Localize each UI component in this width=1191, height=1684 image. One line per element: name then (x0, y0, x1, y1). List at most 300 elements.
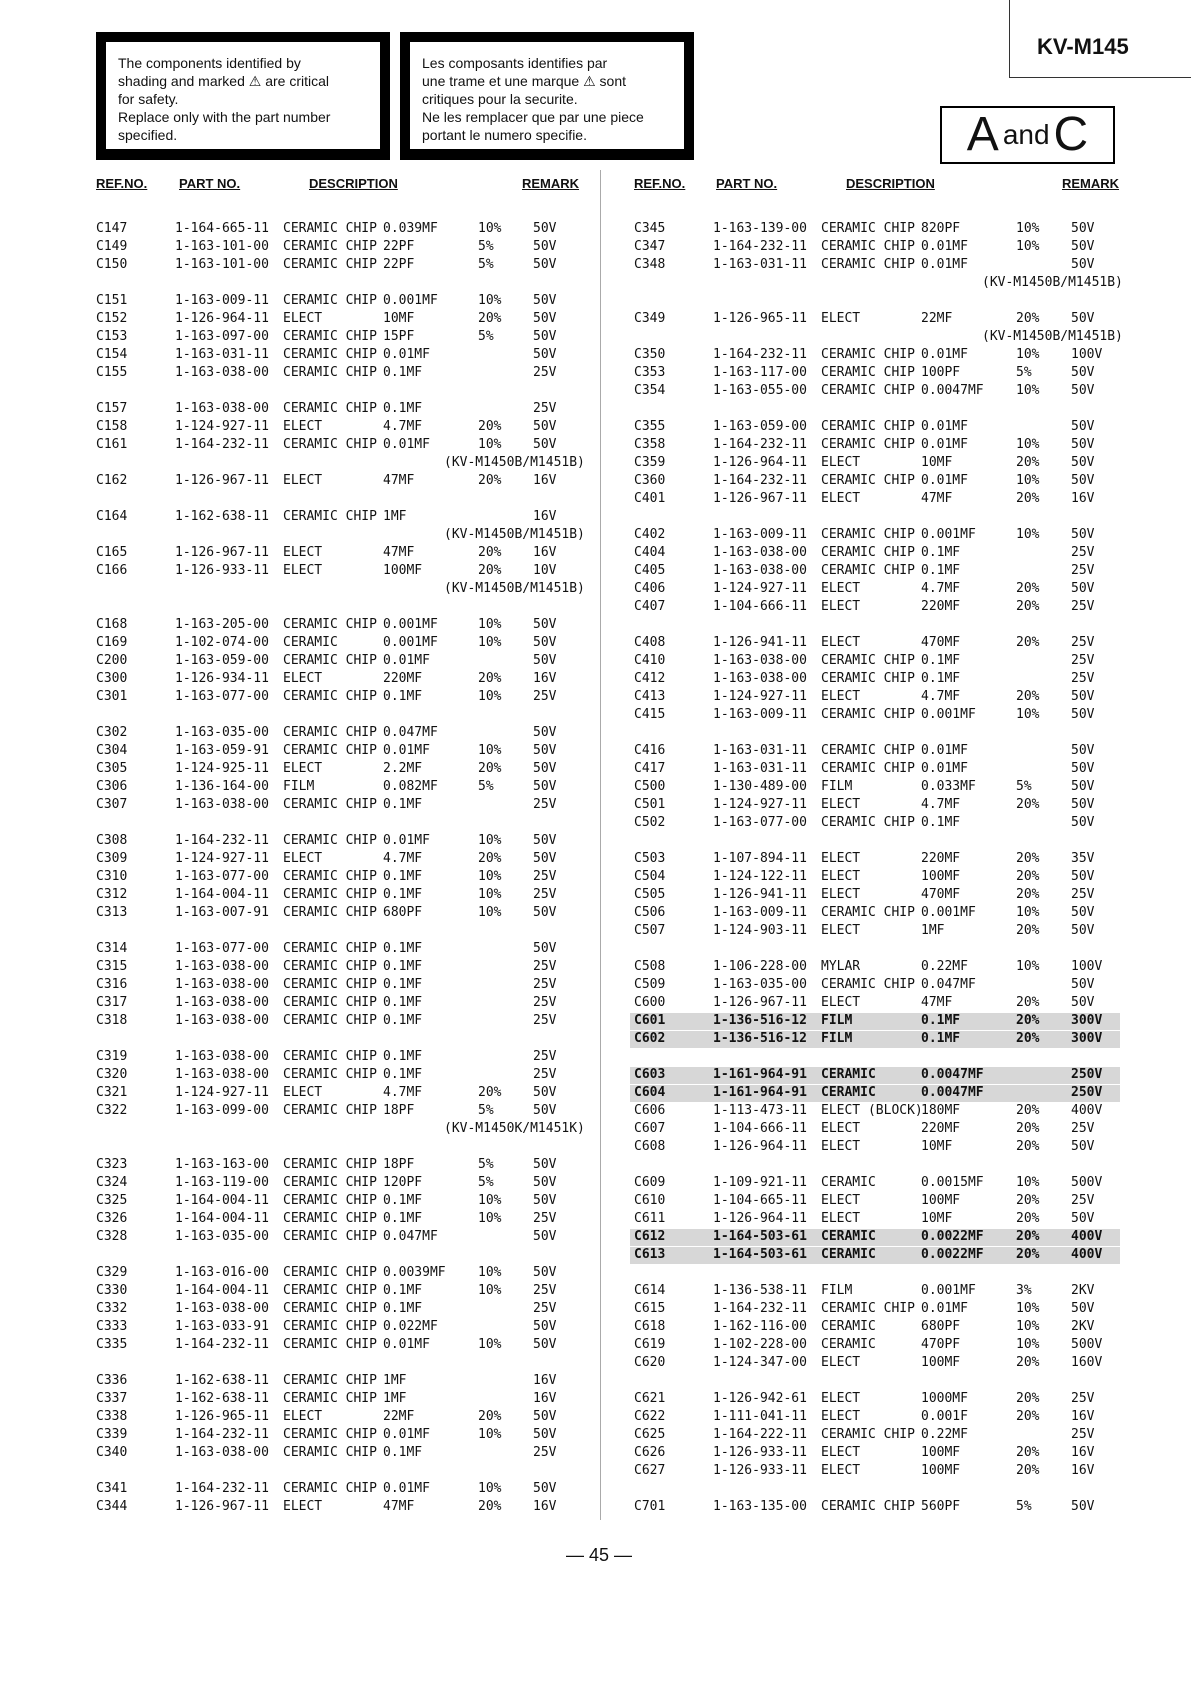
cell-part: 1-163-038-00 (175, 959, 269, 974)
notice-line: portant le numero specifie. (422, 127, 587, 143)
cell-part: 1-163-077-00 (175, 941, 269, 956)
cell-v: 50V (533, 761, 557, 776)
cell-v: 50V (533, 635, 557, 650)
cell-ref: C609 (634, 1175, 666, 1190)
model-note: (KV-M1450B/M1451B) (444, 581, 585, 596)
cell-v: 50V (533, 437, 557, 452)
cell-v: 300V (1071, 1031, 1103, 1046)
cell-part: 1-163-038-00 (713, 671, 807, 686)
cell-val: 4.7MF (383, 851, 423, 866)
cell-part: 1-126-967-11 (713, 491, 807, 506)
cell-v: 25V (533, 1283, 557, 1298)
cell-val: 4.7MF (383, 419, 423, 434)
cell-type: ELECT (821, 1409, 861, 1424)
cell-val: 0.001MF (921, 905, 976, 920)
cell-tol: 20% (478, 311, 502, 326)
cell-ref: C328 (96, 1229, 128, 1244)
cell-val: 0.01MF (921, 239, 968, 254)
cell-part: 1-163-009-11 (175, 293, 269, 308)
cell-v: 25V (1071, 671, 1095, 686)
cell-part: 1-163-139-00 (713, 221, 807, 236)
cell-tol: 10% (478, 293, 502, 308)
cell-v: 25V (1071, 599, 1095, 614)
cell-v: 25V (533, 869, 557, 884)
cell-ref: C504 (634, 869, 666, 884)
cell-val: 0.039MF (383, 221, 438, 236)
cell-ref: C330 (96, 1283, 128, 1298)
cell-ref: C306 (96, 779, 128, 794)
cell-tol: 20% (1016, 689, 1040, 704)
cell-tol: 10% (1016, 905, 1040, 920)
cell-ref: C602 (634, 1031, 666, 1046)
cell-part: 1-161-964-91 (713, 1067, 807, 1082)
cell-tol: 20% (478, 473, 502, 488)
cell-part: 1-161-964-91 (713, 1085, 807, 1100)
cell-v: 25V (533, 1067, 557, 1082)
cell-val: 820PF (921, 221, 961, 236)
cell-val: 470PF (921, 1337, 961, 1352)
cell-type: ELECT (821, 1211, 861, 1226)
column-divider (600, 170, 601, 1520)
cell-part: 1-162-116-00 (713, 1319, 807, 1334)
cell-ref: C353 (634, 365, 666, 380)
cell-type: ELECT (821, 869, 861, 884)
cell-v: 25V (1071, 887, 1095, 902)
cell-type: CERAMIC CHIP (283, 995, 377, 1010)
cell-part: 1-163-038-00 (713, 563, 807, 578)
cell-tol: 20% (478, 1085, 502, 1100)
cell-type: CERAMIC CHIP (821, 527, 915, 542)
cell-val: 0.1MF (383, 869, 423, 884)
notice-line: Replace only with the part number (118, 109, 331, 125)
header-desc-left: DESCRIPTION (309, 176, 398, 191)
cell-type: CERAMIC CHIP (283, 329, 377, 344)
cell-type: CERAMIC (283, 635, 338, 650)
cell-val: 0.01MF (383, 347, 430, 362)
cell-part: 1-163-007-91 (175, 905, 269, 920)
cell-ref: C406 (634, 581, 666, 596)
cell-val: 100MF (921, 1463, 961, 1478)
cell-part: 1-164-004-11 (175, 1193, 269, 1208)
cell-ref: C360 (634, 473, 666, 488)
cell-val: 470MF (921, 635, 961, 650)
cell-v: 25V (1071, 1193, 1095, 1208)
cell-part: 1-163-119-00 (175, 1175, 269, 1190)
cell-ref: C348 (634, 257, 666, 272)
cell-v: 50V (1071, 707, 1095, 722)
cell-tol: 20% (1016, 581, 1040, 596)
cell-val: 0.1MF (383, 1193, 423, 1208)
notice-line: une trame et une marque ⚠ sont (422, 73, 626, 89)
cell-type: CERAMIC CHIP (821, 1499, 915, 1514)
cell-v: 50V (533, 941, 557, 956)
cell-ref: C625 (634, 1427, 666, 1442)
cell-v: 400V (1071, 1103, 1103, 1118)
cell-val: 0.0015MF (921, 1175, 984, 1190)
cell-type: CERAMIC CHIP (821, 815, 915, 830)
cell-type: ELECT (821, 635, 861, 650)
cell-v: 50V (1071, 1301, 1095, 1316)
cell-part: 1-164-503-61 (713, 1229, 807, 1244)
cell-tol: 20% (1016, 869, 1040, 884)
notice-line: Ne les remplacer que par une piece (422, 109, 644, 125)
header-remark-left: REMARK (522, 176, 580, 191)
cell-part: 1-163-038-00 (175, 1301, 269, 1316)
cell-v: 160V (1071, 1355, 1103, 1370)
cell-val: 470MF (921, 887, 961, 902)
cell-val: 0.047MF (383, 725, 438, 740)
cell-val: 0.01MF (921, 347, 968, 362)
cell-v: 25V (1071, 653, 1095, 668)
cell-type: ELECT (821, 491, 861, 506)
cell-part: 1-163-038-00 (175, 797, 269, 812)
cell-ref: C158 (96, 419, 128, 434)
cell-val: 0.001MF (921, 1283, 976, 1298)
cell-type: CERAMIC CHIP (821, 383, 915, 398)
cell-part: 1-163-038-00 (713, 545, 807, 560)
cell-v: 25V (533, 1049, 557, 1064)
cell-val: 0.22MF (921, 1427, 968, 1442)
cell-part: 1-136-164-00 (175, 779, 269, 794)
cell-type: CERAMIC CHIP (283, 1283, 377, 1298)
cell-tol: 10% (1016, 437, 1040, 452)
cell-v: 50V (1071, 905, 1095, 920)
cell-v: 50V (1071, 239, 1095, 254)
cell-val: 0.001MF (921, 527, 976, 542)
cell-v: 50V (1071, 365, 1095, 380)
cell-type: ELECT (821, 1391, 861, 1406)
cell-v: 50V (533, 905, 557, 920)
notice-line: shading and marked ⚠ are critical (118, 73, 329, 89)
cell-type: ELECT (821, 581, 861, 596)
cell-tol: 20% (1016, 1013, 1040, 1028)
cell-ref: C417 (634, 761, 666, 776)
cell-tol: 10% (478, 617, 502, 632)
cell-tol: 10% (478, 869, 502, 884)
cell-v: 25V (533, 365, 557, 380)
safety-notice-english (96, 32, 390, 160)
cell-ref: C618 (634, 1319, 666, 1334)
cell-part: 1-163-077-00 (713, 815, 807, 830)
cell-ref: C501 (634, 797, 666, 812)
cell-part: 1-163-059-91 (175, 743, 269, 758)
notice-line: Les composants identifies par (422, 55, 608, 71)
cell-part: 1-102-228-00 (713, 1337, 807, 1352)
cell-type: ELECT (821, 851, 861, 866)
cell-part: 1-102-074-00 (175, 635, 269, 650)
cell-type: ELECT (283, 761, 323, 776)
cell-v: 50V (1071, 869, 1095, 884)
cell-ref: C341 (96, 1481, 128, 1496)
cell-val: 220MF (921, 599, 961, 614)
cell-ref: C349 (634, 311, 666, 326)
cell-val: 0.001MF (383, 635, 438, 650)
cell-type: ELECT (821, 1139, 861, 1154)
cell-val: 0.0022MF (921, 1229, 984, 1244)
cell-val: 0.0047MF (921, 1067, 984, 1082)
cell-v: 16V (1071, 491, 1095, 506)
cell-ref: C323 (96, 1157, 128, 1172)
cell-v: 50V (533, 347, 557, 362)
cell-type: ELECT (283, 419, 323, 434)
cell-part: 1-164-232-11 (175, 1337, 269, 1352)
cell-ref: C354 (634, 383, 666, 398)
cell-ref: C614 (634, 1283, 666, 1298)
cell-val: 0.01MF (383, 1427, 430, 1442)
cell-v: 50V (533, 1481, 557, 1496)
cell-ref: C314 (96, 941, 128, 956)
cell-type: ELECT (821, 455, 861, 470)
cell-tol: 10% (1016, 347, 1040, 362)
board-badge (940, 106, 1115, 164)
cell-v: 25V (1071, 1121, 1095, 1136)
cell-type: CERAMIC CHIP (821, 257, 915, 272)
cell-part: 1-162-638-11 (175, 1391, 269, 1406)
cell-tol: 10% (1016, 959, 1040, 974)
cell-v: 16V (533, 545, 557, 560)
cell-type: CERAMIC CHIP (283, 905, 377, 920)
badge-letter-a: A (966, 108, 999, 161)
cell-type: ELECT (283, 563, 323, 578)
cell-ref: C612 (634, 1229, 666, 1244)
cell-ref: C153 (96, 329, 128, 344)
cell-v: 16V (533, 1391, 557, 1406)
cell-v: 16V (1071, 1409, 1095, 1424)
cell-part: 1-106-228-00 (713, 959, 807, 974)
cell-tol: 20% (1016, 1445, 1040, 1460)
cell-tol: 10% (478, 1481, 502, 1496)
cell-v: 250V (1071, 1067, 1103, 1082)
cell-type: CERAMIC CHIP (283, 725, 377, 740)
cell-part: 1-104-666-11 (713, 1121, 807, 1136)
model-note: (KV-M1450K/M1451K) (444, 1121, 585, 1136)
cell-val: 0.0022MF (921, 1247, 984, 1262)
cell-part: 1-163-009-11 (713, 527, 807, 542)
cell-val: 0.22MF (921, 959, 968, 974)
cell-type: CERAMIC CHIP (821, 977, 915, 992)
cell-ref: C503 (634, 851, 666, 866)
cell-type: ELECT (821, 599, 861, 614)
cell-part: 1-126-965-11 (713, 311, 807, 326)
cell-part: 1-126-964-11 (175, 311, 269, 326)
cell-type: CERAMIC CHIP (283, 1067, 377, 1082)
cell-tol: 10% (478, 1283, 502, 1298)
cell-ref: C410 (634, 653, 666, 668)
cell-v: 300V (1071, 1013, 1103, 1028)
cell-part: 1-163-038-00 (713, 653, 807, 668)
cell-part: 1-164-232-11 (713, 473, 807, 488)
cell-ref: C336 (96, 1373, 128, 1388)
cell-val: 47MF (383, 473, 415, 488)
cell-tol: 10% (1016, 527, 1040, 542)
cell-type: ELECT (821, 689, 861, 704)
cell-tol: 5% (1016, 365, 1032, 380)
cell-type: CERAMIC CHIP (821, 563, 915, 578)
cell-tol: 5% (478, 329, 494, 344)
cell-val: 0.01MF (921, 437, 968, 452)
cell-ref: C164 (96, 509, 128, 524)
cell-val: 0.1MF (383, 365, 423, 380)
cell-type: CERAMIC CHIP (283, 959, 377, 974)
cell-ref: C301 (96, 689, 128, 704)
cell-type: CERAMIC CHIP (283, 653, 377, 668)
cell-v: 50V (1071, 1211, 1095, 1226)
cell-val: 47MF (921, 491, 953, 506)
cell-part: 1-162-638-11 (175, 1373, 269, 1388)
cell-tol: 10% (478, 887, 502, 902)
cell-val: 0.1MF (921, 1013, 961, 1028)
header-ref-right: REF.NO. (634, 176, 686, 191)
cell-val: 4.7MF (921, 581, 961, 596)
notice-line: specified. (118, 127, 178, 143)
cell-type: ELECT (821, 1355, 861, 1370)
notice-line: critiques pour la securite. (422, 91, 578, 107)
cell-ref: C168 (96, 617, 128, 632)
cell-tol: 20% (1016, 455, 1040, 470)
cell-val: 0.0039MF (383, 1265, 446, 1280)
cell-val: 18PF (383, 1157, 415, 1172)
cell-tol: 20% (1016, 1355, 1040, 1370)
cell-tol: 20% (1016, 1139, 1040, 1154)
cell-v: 50V (533, 419, 557, 434)
cell-ref: C407 (634, 599, 666, 614)
cell-tol: 10% (478, 1427, 502, 1442)
notice-line: The components identified by (118, 55, 301, 71)
cell-v: 500V (1071, 1175, 1103, 1190)
cell-val: 0.1MF (921, 545, 961, 560)
cell-type: FILM (821, 1031, 853, 1046)
cell-part: 1-124-927-11 (175, 851, 269, 866)
cell-val: 10MF (383, 311, 415, 326)
model-note: (KV-M1450B/M1451B) (444, 455, 585, 470)
cell-type: CERAMIC CHIP (283, 365, 377, 380)
cell-part: 1-163-031-11 (713, 761, 807, 776)
cell-v: 50V (533, 1319, 557, 1334)
cell-v: 16V (1071, 1463, 1095, 1478)
cell-v: 50V (533, 1085, 557, 1100)
cell-part: 1-164-232-11 (175, 1481, 269, 1496)
cell-v: 50V (533, 1157, 557, 1172)
cell-ref: C329 (96, 1265, 128, 1280)
cell-v: 50V (1071, 689, 1095, 704)
cell-val: 1MF (383, 1373, 407, 1388)
cell-tol: 10% (478, 1265, 502, 1280)
cell-val: 0.1MF (383, 887, 423, 902)
cell-val: 1000MF (921, 1391, 968, 1406)
cell-val: 0.1MF (921, 815, 961, 830)
cell-tol: 20% (478, 671, 502, 686)
cell-part: 1-126-967-11 (713, 995, 807, 1010)
cell-type: ELECT (821, 311, 861, 326)
cell-tol: 20% (478, 563, 502, 578)
cell-v: 25V (1071, 563, 1095, 578)
cell-tol: 20% (1016, 995, 1040, 1010)
cell-v: 50V (1071, 815, 1095, 830)
cell-part: 1-163-205-00 (175, 617, 269, 632)
cell-v: 100V (1071, 959, 1103, 974)
header-ref-left: REF.NO. (96, 176, 148, 191)
cell-v: 50V (1071, 221, 1095, 236)
cell-ref: C315 (96, 959, 128, 974)
badge-letter-c: C (1053, 108, 1089, 161)
cell-part: 1-163-055-00 (713, 383, 807, 398)
cell-val: 0.001F (921, 1409, 968, 1424)
cell-part: 1-164-665-11 (175, 221, 269, 236)
cell-val: 680PF (383, 905, 423, 920)
cell-tol: 10% (1016, 1319, 1040, 1334)
cell-v: 50V (533, 725, 557, 740)
cell-part: 1-163-031-11 (713, 257, 807, 272)
cell-part: 1-163-038-00 (175, 365, 269, 380)
cell-part: 1-124-903-11 (713, 923, 807, 938)
cell-val: 18PF (383, 1103, 415, 1118)
cell-type: CERAMIC (821, 1229, 876, 1244)
model-note: (KV-M1450B/M1451B) (982, 275, 1123, 290)
cell-ref: C601 (634, 1013, 666, 1028)
cell-part: 1-163-163-00 (175, 1157, 269, 1172)
cell-type: ELECT (821, 1121, 861, 1136)
cell-v: 50V (533, 257, 557, 272)
cell-ref: C506 (634, 905, 666, 920)
cell-v: 50V (1071, 779, 1095, 794)
cell-v: 2KV (1071, 1283, 1095, 1298)
cell-ref: C413 (634, 689, 666, 704)
cell-ref: C304 (96, 743, 128, 758)
cell-val: 0.1MF (383, 797, 423, 812)
cell-type: ELECT (821, 1445, 861, 1460)
cell-ref: C606 (634, 1103, 666, 1118)
cell-v: 50V (533, 1409, 557, 1424)
cell-type: ELECT (283, 1409, 323, 1424)
cell-v: 25V (533, 1445, 557, 1460)
cell-part: 1-126-967-11 (175, 473, 269, 488)
cell-part: 1-163-038-00 (175, 1445, 269, 1460)
cell-tol: 5% (1016, 779, 1032, 794)
cell-part: 1-164-232-11 (713, 239, 807, 254)
cell-tol: 10% (478, 905, 502, 920)
cell-v: 50V (533, 221, 557, 236)
cell-val: 220MF (921, 1121, 961, 1136)
cell-type: FILM (821, 779, 853, 794)
cell-tol: 20% (478, 1499, 502, 1514)
cell-part: 1-163-077-00 (175, 689, 269, 704)
cell-v: 50V (533, 239, 557, 254)
cell-part: 1-124-925-11 (175, 761, 269, 776)
cell-part: 1-113-473-11 (713, 1103, 807, 1118)
cell-tol: 20% (1016, 599, 1040, 614)
cell-ref: C310 (96, 869, 128, 884)
cell-v: 50V (533, 311, 557, 326)
cell-v: 50V (1071, 311, 1095, 326)
cell-ref: C358 (634, 437, 666, 452)
cell-tol: 20% (1016, 1211, 1040, 1226)
cell-type: CERAMIC CHIP (821, 707, 915, 722)
cell-ref: C355 (634, 419, 666, 434)
cell-ref: C350 (634, 347, 666, 362)
cell-type: CERAMIC CHIP (283, 797, 377, 812)
cell-type: CERAMIC CHIP (283, 401, 377, 416)
cell-v: 50V (1071, 923, 1095, 938)
cell-part: 1-163-009-11 (713, 707, 807, 722)
cell-ref: C404 (634, 545, 666, 560)
cell-type: CERAMIC CHIP (283, 1481, 377, 1496)
cell-val: 47MF (383, 545, 415, 560)
cell-v: 25V (1071, 635, 1095, 650)
cell-v: 400V (1071, 1247, 1103, 1262)
cell-tol: 10% (1016, 239, 1040, 254)
cell-ref: C401 (634, 491, 666, 506)
cell-tol: 20% (1016, 1193, 1040, 1208)
